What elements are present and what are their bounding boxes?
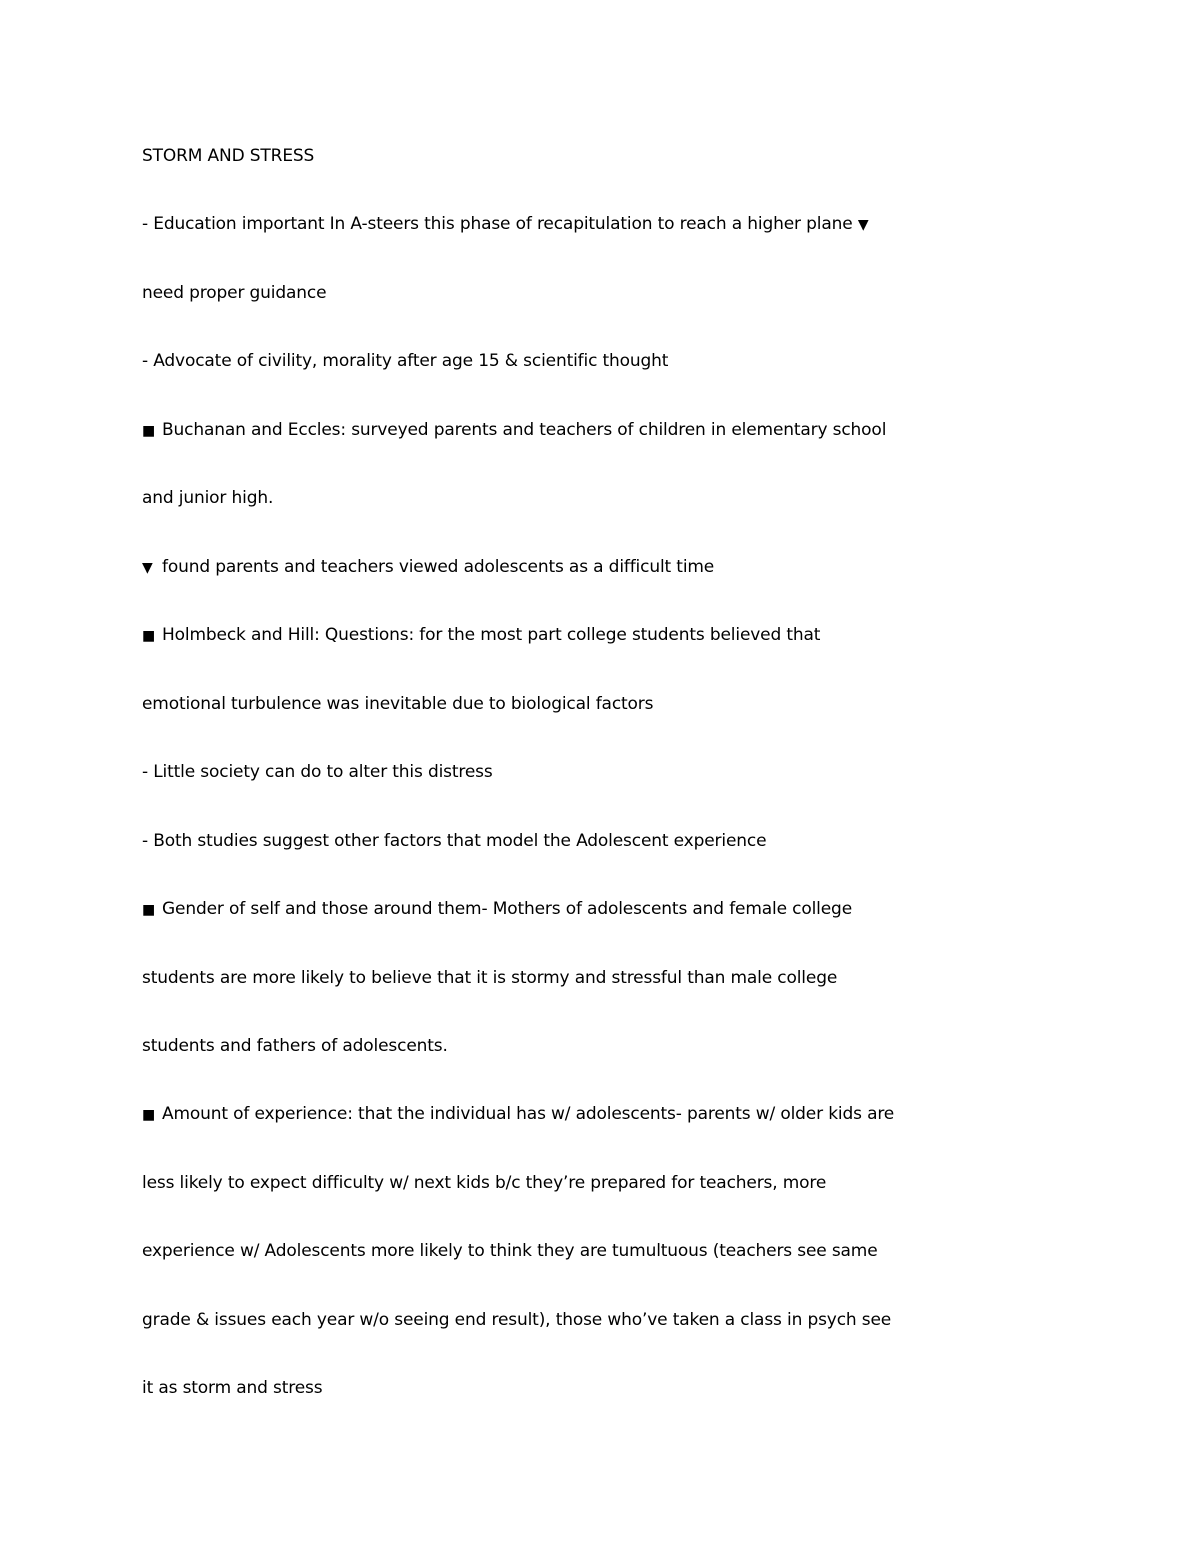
bullet-line: ▼ found parents and teachers viewed adolescents as a difficult time bbox=[142, 555, 1102, 580]
text-line: students are more likely to believe that it is stormy and stressful than male college bbox=[142, 968, 838, 988]
square-bullet-icon: ■ bbox=[142, 628, 156, 644]
text-line: need proper guidance bbox=[142, 283, 327, 303]
square-bullet-icon: ■ bbox=[142, 902, 156, 918]
text-line: - Little society can do to alter this distress bbox=[142, 762, 493, 782]
square-bullet-icon: ■ bbox=[142, 423, 156, 439]
text-line: experience w/ Adolescents more likely to think they are tumultuous (teachers see same bbox=[142, 1241, 878, 1261]
text-line: - Advocate of civility, morality after age 15 & scientific thought bbox=[142, 351, 669, 371]
bullet-line: ■ Buchanan and Eccles: surveyed parents and teachers of children in elementary school bbox=[142, 418, 1102, 443]
text-line: it as storm and stress bbox=[142, 1378, 323, 1398]
text-line: grade & issues each year w/o seeing end result), those who’ve taken a class in psych see bbox=[142, 1310, 892, 1330]
text-line: - Both studies suggest other factors that model the Adolescent experience bbox=[142, 831, 767, 851]
text-line: students and fathers of adolescents. bbox=[142, 1036, 448, 1056]
arrow-bullet-icon: ▼ bbox=[142, 560, 153, 576]
square-bullet-icon: ■ bbox=[142, 1107, 156, 1123]
arrow-bullet-icon: ▼ bbox=[857, 217, 869, 233]
bullet-line: ■ Holmbeck and Hill: Questions: for the most part college students believed that bbox=[142, 623, 1102, 648]
bullet-line: ■ Gender of self and those around them- Mothers of adolescents and female college bbox=[142, 897, 1102, 922]
document-title: STORM AND STRESS bbox=[142, 146, 315, 166]
text-line: less likely to expect difficulty w/ next kids b/c they’re prepared for teachers, more bbox=[142, 1173, 827, 1193]
text-line: - Education important In A-steers this phase of recapitulation to reach a higher plane ▼ bbox=[142, 212, 1102, 237]
bullet-line: ■ Amount of experience: that the individual has w/ adolescents- parents w/ older kids are bbox=[142, 1102, 1102, 1127]
text-line: and junior high. bbox=[142, 488, 274, 508]
text-line: emotional turbulence was inevitable due to biological factors bbox=[142, 694, 654, 714]
